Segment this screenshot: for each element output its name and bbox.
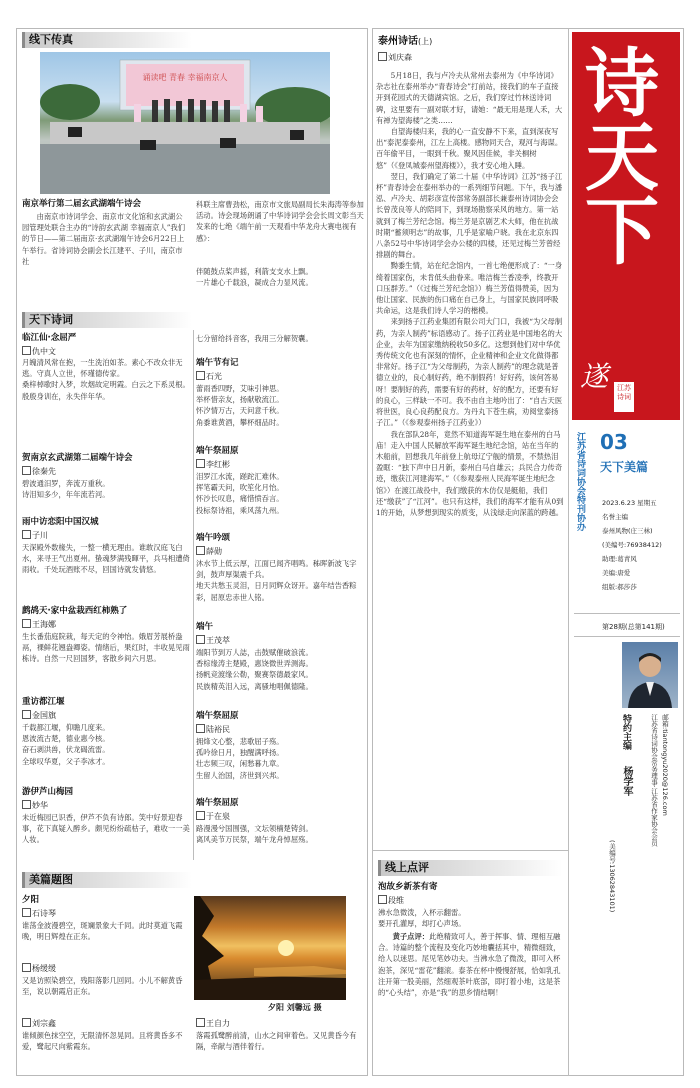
page-name: 天下美篇 — [600, 460, 649, 474]
poem-author: 王茂萃 — [196, 635, 230, 646]
paragraph: 翌日，我们确定了第二十届《中华诗词》江苏“扬子江杯”青春诗会在泰州举办的一系列细节问题。下午，我与潘泓、卢冷夫、胡彩彦宣传部常务副部长兼泰州诗词协会会长曾茂良等人的陪同下，到现场勘察采风的地方。第一站就到了梅兰芳纪念馆。梅兰芳是京剧艺术大师，他在抗战时期“蓄须明志”的故事，几乎是家喻户晓。我在北京东四八条52号中华诗词学会办公楼的四楼，还见过梅兰芳曾经排剧的舞台。 — [376, 171, 563, 260]
poem-text: 泪罗江水流，蹉跎汇难休。 挥笔霸天问，吹笙化月怡。 怀沙长叹息，痛惜愤吞言。 投标祭诗祖，乘风荡九州。 — [196, 472, 284, 515]
poem-title: 游伊芦山梅园 — [22, 787, 74, 797]
masthead-title: 诗天下 — [573, 44, 659, 266]
poem-author: 于在泉 — [196, 811, 230, 822]
editor-phone: (美编号:13062843101) — [608, 840, 616, 913]
poem-title: 端午吟颂 — [196, 533, 231, 543]
article-title-text: 泰州诗话 — [378, 36, 418, 47]
commentary-label: 黄子点评： — [392, 932, 430, 941]
section-header-offline: 线下传真 — [22, 32, 192, 48]
poem-title: 临江仙·念屈严 — [22, 333, 77, 343]
section-header-online: 线上点评 — [378, 860, 562, 876]
poem-author: 仇中文 — [22, 346, 56, 357]
layout-editor: 组版:郝莎莎 — [602, 583, 637, 591]
seal-text: 江苏 — [617, 384, 631, 392]
poem-text: 沸水急微泼，入杯示翻雷。 要开孔灌厚，却打心声场。 — [378, 908, 466, 929]
special-editor-label: 特约主编 — [621, 714, 631, 750]
masthead-seal — [614, 382, 634, 412]
poem-text: 谁倾颜色抹空空，无限清怀忽晃同。且将黄昏多不爱，鹭起尺向紫霞东。 — [22, 1031, 183, 1052]
poem-author: 石诗琴 — [22, 908, 56, 919]
poem-author: 妙华 — [22, 800, 48, 811]
masthead-signature: 遂 — [580, 360, 609, 393]
article-body-right: 科联主席曹劲松，南京市文旅局副局长朱海涛等参加活动。诗会现场朗诵了中华诗词学会会长周文彰当天发来的七绝《端午前一天观看中华龙舟大赛电视有感》： — [196, 200, 364, 243]
article-title: 南京举行第二届玄武湖端午诗会 — [22, 199, 142, 209]
poem-text: 生长番茄庭院栽，每天定的令神怡。娥眉芳展桥盎鬲，裸鲜花翘盎卿姿。情绪后，果红时，丰收晃见雨栋诗。自然一尺回国梦，客散乡间六月思。 — [22, 632, 190, 664]
poem-title: 鹧鸪天·家中盆栽西红柿熟了 — [22, 606, 128, 616]
poem-text: 月魄清风常在抱，一生洗泊如茶。素心不改众非无逃。守真人立世，怀瑾德传家。 桑梓棹歌时入梦，坎烟故定明霞。白云之下系灵根。殷殷身训在，永失伴年华。 — [22, 358, 190, 401]
article-title — [378, 36, 432, 48]
poem-author: 陆裕民 — [196, 724, 230, 735]
issue-number: 第28期(总第141期) — [602, 623, 665, 631]
editor-bio: 江苏省诗词协会常务理事·江苏省作家协会会员 — [650, 714, 658, 847]
poem-title: 端午祭屈原 — [196, 798, 239, 808]
sidebar-divider — [574, 613, 680, 614]
sidebar-divider — [574, 636, 680, 637]
poem-text: 蕾雨香四野，艾味引神思。 举杯惜亲友，扬献敬流江。 怀汐情万古，天问意千秋。 角黍谁黄酒，攀杯细品时。 — [196, 384, 284, 427]
portrait-figure — [622, 642, 678, 708]
poem-title: 夕阳 — [22, 895, 40, 905]
poem-title: 泡故乡新茶有寄 — [378, 882, 438, 892]
editor-portrait — [622, 642, 678, 708]
poem-author: 金国旗 — [22, 710, 56, 721]
poem-author: 石光 — [196, 371, 222, 382]
poem-author: 子川 — [22, 530, 48, 541]
poem-text: 未近梅园已识香，伊芦不负有诗郎。笑中好景迎春事，花下真疑入醉乡。颇见纷纷疏枯子，难收一一美人妆。 — [22, 813, 190, 845]
paragraph: 自望海楼归来，我的心一直安静不下来，直到深夜写出“泰泥泰泰州，江左上高楼。感物同天合，观河与海谋。百年偷平目，一眼到千秋。聚风因佳候，非关桐树悠”（《登凤城泰州望海楼》），我才安心地入睡。 — [376, 127, 563, 170]
poem-author: 王自力 — [196, 1018, 230, 1029]
commentary-text: 此绝精致可人，善于挥事、情、理相互融合。诗篇的整个流程及变化巧妙地囊括其中，精微细致，给人以迷思。尾见笔妙功夫。当沸水急了微泼，即可入杯泡茶，深见“雷花”翻滚。泰茶在杯中慢慢舒展，恰如乳孔注开第一股美丽，然细观茶叶底部，即打着小地，这是茶的“心头结”，亦是“我”的思乡情结啊！ — [378, 932, 561, 998]
poem-text: 谁荡金波漫碧空，斑斓景象大千同。此时莫道飞霞晚，明日辉煌在正东。 — [22, 921, 183, 942]
poem-text: 沐水节上低云厚，江面已闻齐唱鸣。秭晖新波飞字剑，鼓声厚渠震千兵。 地天共愁玉灵泪，日月同辉众讶开。嘉年结告香粽彩，屈原忠赤世人铭。 — [196, 559, 357, 602]
sunset-photo — [194, 896, 346, 1000]
assistant: 助理:葛青风 — [602, 555, 637, 563]
page-number: 03 — [600, 430, 628, 454]
paragraph: 5月18日，我与卢冷夫从常州去泰州为《中华诗词》杂志社在泰州举办“青春诗会”打前站，接我们的车子直接开到花园式的天德湖宾馆。之后，我们穿过竹林送诗词碑，这里要有一副对联才好，请她：“最无用是现人禾，大有禅为望海楼”之类…… — [376, 71, 563, 125]
art-editor: 美编:唐爱 — [602, 569, 631, 577]
poem-text: 端阳节到万人誌，击鼓赋催破浪流。 香棕缘涛主楚殿，惠饶微世弄测海。 扬帆竞渡缘公勒，聚赛祭德最家风。 民族精英泪入远，离骚地唱佩德隆。 — [196, 648, 313, 691]
paragraph: 黝黍生情，站在纪念馆内，一首七绝便形成了：“一身绮着国家伤，未肯低头曲眷来。唯洁梅兰香凌季，终教开口压群芳。”（《过梅兰芳纪念馆》）梅兰芳值得赞美，因为他让国家、民族的伤口痛在自己身上，与国家民族同呼吸共命运，这是我们诗人学习的楷模。 — [376, 261, 563, 316]
contact-email: 邮箱:tiantongyu2020@126.com — [661, 714, 669, 816]
article-title-suffix: (上) — [418, 37, 433, 46]
poem-text: 拥烽文心整，悲歌屈子殇。 孤吟徐日月，独醒满呼扬。 壮志频三叹，闲愁暮九章。 生留人治国，济世到兴邦。 — [196, 737, 284, 780]
poem-author: 杨缓缓 — [22, 963, 56, 974]
poem-author: 王海娜 — [22, 619, 56, 630]
poem-author: 刘宗鑫 — [22, 1018, 56, 1029]
poem-text: 天深殿外数椽失，一整一横无理由。谁敢汉庭飞白水，来寻王气出夏州。蛰魂梦满残暉平，兵马相遭倚雨收。千处玩酒账不尽，回国诗就发倩悠。 — [22, 543, 190, 575]
article-author: 刘庆森 — [378, 52, 412, 63]
poem-author: 李红彬 — [196, 459, 230, 470]
chief-editor-2: 泰州风物(庄三林) — [602, 527, 653, 535]
poem-title: 端午祭屈原 — [196, 711, 239, 721]
poem-title: 端午 — [196, 622, 214, 632]
sidebar-org: 江苏省诗词协会特刊协办 — [575, 432, 585, 531]
paragraph: 我在部队28年，竟然不知道海军诞生地在泰州的白马庙！走入中国人民解放军海军诞生地纪念馆，站在当年的木船前，回想我几年前登上航母辽宁舰的情景，不禁热泪盈眶：“独下声中日月新，泰州白马自雄云；兵民合力传奇迹，缴获江河建海军。”（《参观泰州人民海军诞生地纪念馆》）在渡江战役中，我们缴获的木仿仅是艇船，我们还“缴获”了“江河”。也只有这样，我们的海军才能有从0到1的开始，从梦想到现实的质变，从浅绿走向深蓝的跨越。 — [376, 429, 564, 517]
mobile: (美编号:76938412) — [602, 541, 662, 549]
poem-text: 路漫漫兮国围强，文坛领楠楚铸剑。 离风美节万民祭，端午龙舟悼屈殇。 — [196, 824, 313, 845]
poem-text: 碧波通汨罗，奔流万重秋。 诗泪知多少，年年流若河。 — [22, 479, 110, 500]
poem-text-continued: 七分留给抖音客，我用三分解贺囊。 — [196, 334, 313, 343]
section-header-illustrated: 美篇题图 — [22, 872, 192, 888]
poem-author: 薛勋 — [196, 546, 222, 557]
special-editor-name: 杨学军 — [621, 766, 632, 796]
seal-text: 诗词 — [617, 393, 631, 401]
poem-title: 重访都江堰 — [22, 697, 65, 707]
issue-date: 2023.6.23 星期五 — [602, 499, 657, 507]
article-body — [376, 70, 564, 844]
event-photo — [40, 52, 330, 194]
section-divider — [372, 850, 568, 851]
column-divider — [568, 28, 569, 1076]
sunset-scene — [194, 896, 346, 1000]
section-header-poems: 天下诗词 — [22, 312, 192, 328]
quoted-poem: 伴随鼓点桨声摇，利箭支支水上飘。 一片雄心千载浪，凝成合力显风流。 — [196, 267, 313, 288]
column-divider — [193, 330, 194, 860]
poem-text: 千载都江堰，仰瞻几度来。 恩波流古楚，德业惠今核。 奋石剥洪兽，伏龙碣流雷。 全球叹华夏，父子李冰才。 — [22, 723, 110, 766]
poem-title: 端午节有记 — [196, 358, 239, 368]
chief-editor: 名誉主编 — [602, 513, 628, 521]
poem-author: 段维 — [378, 895, 404, 906]
paragraph: 来到扬子江药业集团有限公司大门口，我被“为父母制药，为亲人制药”标语感动了。扬子江药业是中国地名的大企业，去年为国家缴纳税收50多亿。这想到他们对中华优秀传统文化也有深刻的情怀，企业精神和企业文化做得都非常好。扬子江“为父母制药，为亲人制药”的理念就是普德立业的，良心制好药，绝不制假药！好好药，该何答易呀！要制好的药，需要有好的药材，好的配方，还要有好的良心，三样缺一不可。我不由自主地吟出了：“自古天医将世医，良心良药配良方。为丹丸下苍生病，劝阅堂泰扬子江。”（《参观泰州扬子江药业》） — [376, 317, 563, 428]
poem-title: 贺南京玄武湖第二届端午诗会 — [22, 453, 133, 463]
poem-text: 又是访照染碧空，残阳落影几回同。小儿不解黄昏至，说以朝霞启正东。 — [22, 976, 183, 997]
stage-scene — [40, 52, 330, 194]
poem-title: 端午祭屈原 — [196, 446, 239, 456]
photo-caption: 夕阳 刘馨远 摄 — [268, 1003, 322, 1012]
poem-title: 雨中访恋阳中国汉城 — [22, 517, 99, 527]
masthead-block — [572, 32, 680, 420]
photo-banner-text: 诵读吧 青春 幸福南京人 — [142, 73, 228, 82]
article-body-left: 由南京市诗词学会、南京市文化馆和玄武湖公园管理处联合主办的“诗韵玄武湖 幸福南京人”我们的节日——第二届南京·玄武湖端午诗会6月22日上午举行。省诗词协会副会长江建平、子川，南京市社 — [22, 212, 186, 266]
poem-author: 徐秦先 — [22, 466, 56, 477]
commentary — [378, 931, 564, 1071]
poem-text: 落霞孤鹭醉前清，山水之间审着色。又见黄昏今有隔，牵献与酒伴着行。 — [196, 1031, 357, 1052]
